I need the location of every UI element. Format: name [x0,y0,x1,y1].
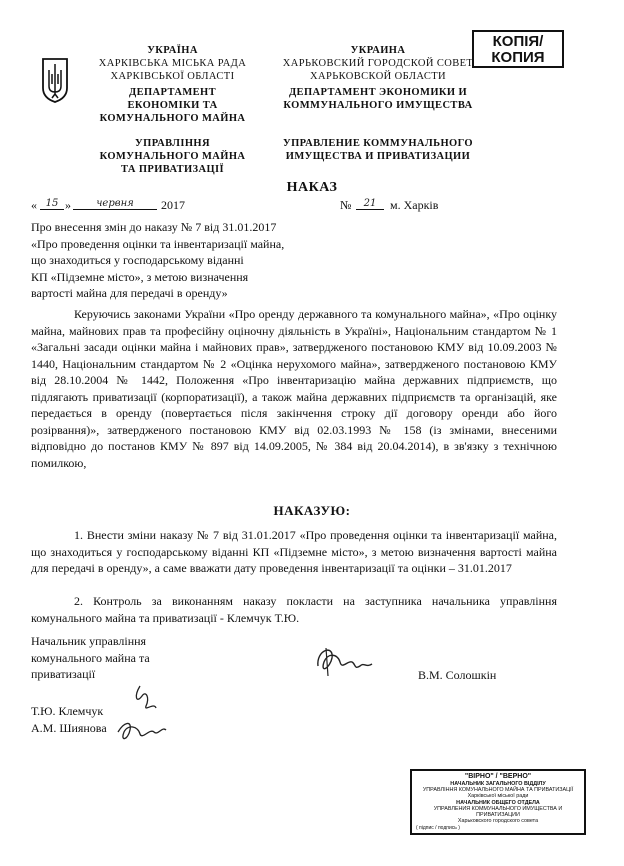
country-ru: УКРАИНА [350,45,406,56]
order-subject [31,219,361,302]
verno-title: "ВІРНО" / "ВЕРНО" [464,773,532,780]
verno-signature-caption: ( підпис / подпись ) [416,824,460,831]
council-ua-line-1: ХАРКІВСЬКА МІСЬКА РАДА [98,58,247,69]
preamble-paragraph: Керуючись законами України «Про оренду державного та комунального майна», «Про оцінку майна, майнових прав та професійну оціночну діяльність в Україні», Національним стандартом № 1 «Загальні засади оцінки майна і майнових прав», затвердженого постановою КМУ від 10.09.2003 № 1440, Національним стандартом № 2 «Оцінка нерухомого майна», затвердженого постановою КМУ від 28.10.2004 № 1442, Положення «Про інвентаризацію майна державних підприємств, що підлягають приватизації (корпоратизації), а також майна державних підприємств та організацій, яке передається в оренду (повертається після закінчення строку дії договору оренди або його розірвання)», затвердженого постановою КМУ від 02.03.1993 № 158 (із змінами, внесеними відповідно до постанов КМУ № 897 від 14.09.2005, № 384 від 20.04.2014), в зв'язку з технічною помилкою, [31,307,557,470]
office-ru-line-1: УПРАВЛЕНИЕ КОММУНАЛЬНОГО [282,138,473,149]
signatory-name: В.М. Солошкін [418,668,497,682]
position-line-3: приватизації [31,667,96,681]
order-number-prefix: № [340,198,352,212]
dept-ua-line-2: ЕКОНОМІКИ ТА [127,100,218,111]
office-ru-line-2: ИМУЩЕСТВА И ПРИВАТИЗАЦИИ [285,151,471,162]
order-item-1: 1. Внести зміни наказу № 7 від 31.01.2017 «Про проведення оцінки та інвентаризації майна, що знаходиться у господарському віданні КП «Підземне місто», з метою визначення вартості майна для передачі в оренду», а саме вважати дату проведення інвентаризації та оцінки – 31.01.2017 [31,528,557,575]
office-ua-line-2: КОМУНАЛЬНОГО МАЙНА [99,151,246,162]
subject-line: що знаходиться у господарському віданні [31,253,244,267]
subject-line: вартості майна для передачі в оренду» [31,286,228,300]
header-russian [272,44,484,163]
council-ru-line-1: ХАРЬКОВСКИЙ ГОРОДСКОЙ СОВЕТ [282,58,474,69]
dept-ua-line-3: КОМУНАЛЬНОГО МАЙНА [99,113,246,124]
verno-line-1: НАЧАЛЬНИК ЗАГАЛЬНОГО ВІДДІЛУ [450,781,546,787]
dept-ru-line-1: ДЕПАРТАМЕНТ ЭКОНОМИКИ И [288,87,468,98]
handwritten-signature-icon [312,640,376,680]
subject-line: Про внесення змін до наказу № 7 від 31.01.2017 [31,220,277,234]
country-ua: УКРАЇНА [147,45,198,56]
date-open-quote: « [31,198,37,212]
date-month-handwritten: червня [73,198,157,210]
executor-name: Т.Ю. Клемчук [31,704,104,718]
order-number-handwritten: 21 [356,198,384,210]
coat-of-arms-icon [40,56,70,104]
copy-stamp-line-1: КОПІЯ/ [492,33,544,50]
verno-line-4: НАЧАЛЬНИК ОБЩЕГО ОТДЕЛА [456,799,540,806]
subject-line: КП «Підземне місто», з метою визначення [31,269,249,284]
copy-stamp-line-2: КОПИЯ [491,49,545,66]
council-ua-line-2: ХАРКІВСЬКОЇ ОБЛАСТІ [110,71,235,82]
date-day-handwritten: 15 [40,198,64,210]
verno-line-6: Харьковского городского совета [457,818,539,825]
position-line-1: Начальник управління [31,634,147,648]
verno-stamp [410,769,586,835]
office-ua-line-3: ТА ПРИВАТИЗАЦІЇ [120,164,225,175]
verno-line-3: Харківської міської ради [467,793,529,800]
executor-name: А.М. Шиянова [31,720,107,735]
position-line-2: комунального майна та [31,650,150,665]
executors [31,703,107,736]
signatory-position [31,633,221,683]
date-year: 2017 [161,198,185,212]
verno-line-2: УПРАВЛІННЯ КОМУНАЛЬНОГО МАЙНА ТА ПРИВАТИЗАЦІЇ [422,787,574,794]
subject-line: «Про проведення оцінки та інвентаризації майна, [31,236,285,251]
order-city: м. Харків [390,198,439,212]
document-title: НАКАЗ [286,180,338,195]
header-ukrainian [85,44,260,176]
executor-initials-scribble-icon [110,682,170,746]
verno-line-5: УПРАВЛЕНИЯ КОММУНАЛЬНОГО ИМУЩЕСТВА И ПРИВАТИЗАЦИИ [433,805,563,819]
dept-ua-line-1: ДЕПАРТАМЕНТ [128,87,217,98]
orders-heading: НАКАЗУЮ: [273,503,351,518]
dept-ru-line-2: КОММУНАЛЬНОГО ИМУЩЕСТВА [283,100,473,111]
date-close-quote: » [65,198,71,212]
order-item-2: 2. Контроль за виконанням наказу покласти на заступника начальника управління комунального майна та приватизації - Клемчук Т.Ю. [31,594,557,625]
copy-stamp [472,30,564,68]
office-ua-line-1: УПРАВЛІННЯ [135,138,210,149]
council-ru-line-2: ХАРЬКОВСКОЙ ОБЛАСТИ [309,71,447,82]
